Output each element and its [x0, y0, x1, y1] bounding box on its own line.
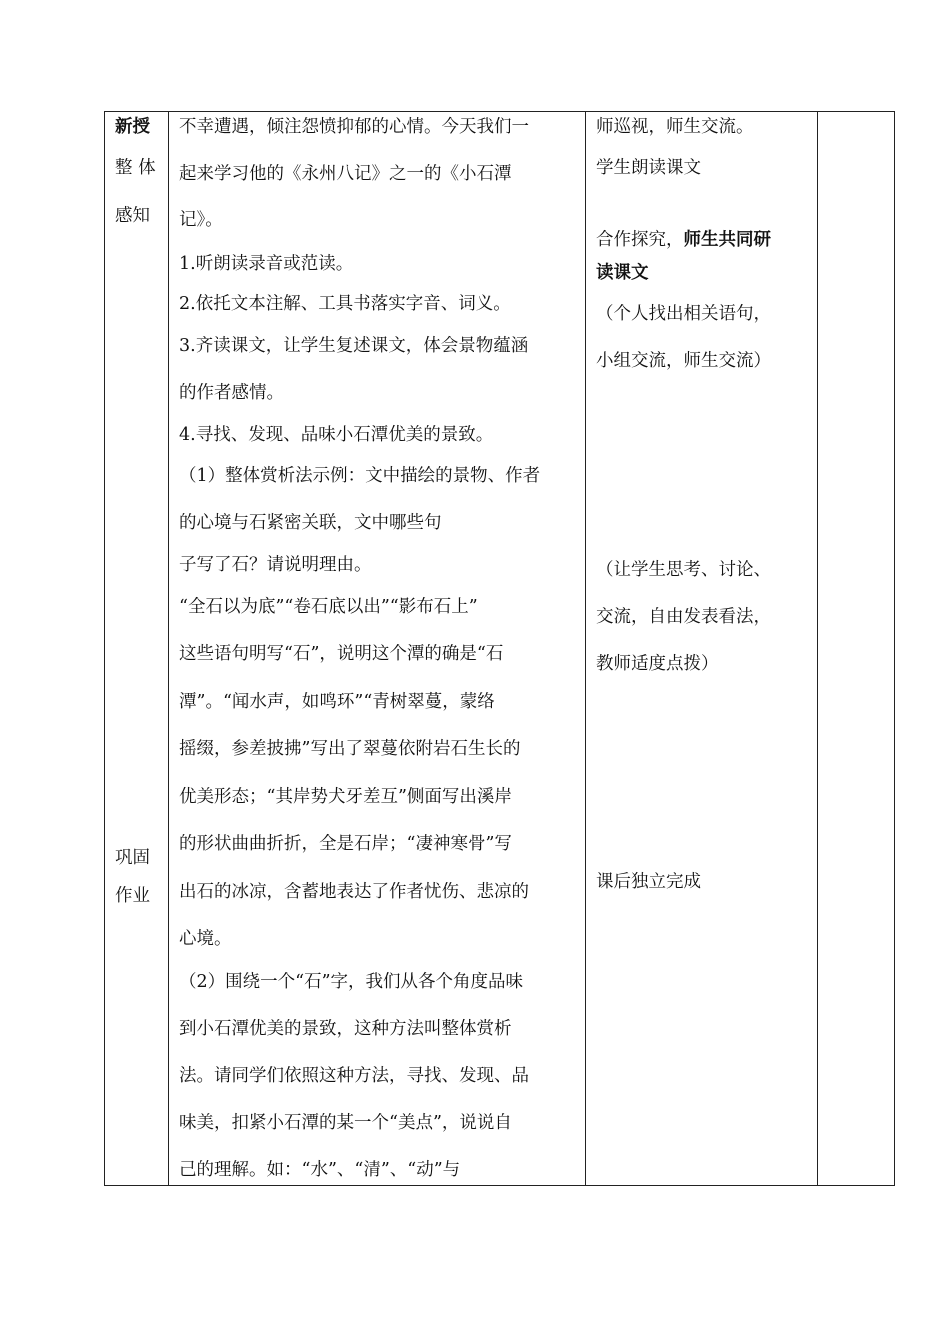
stage-label-new-lesson: 新授 [115, 117, 150, 137]
activity-line: 学生朗读课文 [596, 158, 701, 178]
content-line: 2.依托文本注解、工具书落实字音、词义。 [179, 294, 511, 314]
content-line: 的形状曲曲折折，全是石岸；“凄神寒骨”写 [179, 834, 512, 854]
content-line: 记》。 [179, 210, 223, 230]
content-line: （1）整体赏析法示例：文中描绘的景物、作者 [179, 466, 541, 486]
content-line: 摇缀，参差披拂”写出了翠蔓依附岩石生长的 [179, 739, 521, 759]
content-line: （2）围绕一个“石”字，我们从各个角度品味 [179, 972, 524, 992]
content-line: 1.听朗读录音或范读。 [179, 254, 354, 274]
stage-label-overall: 整 体 [115, 158, 156, 178]
content-line: 优美形态；“其岸势犬牙差互”侧面写出溪岸 [179, 787, 512, 807]
content-line: 的作者感情。 [179, 383, 284, 403]
activity-line: 小组交流，师生交流） [596, 351, 771, 371]
content-line: 起来学习他的《永州八记》之一的《小石潭 [179, 164, 512, 184]
content-line: 3.齐读课文，让学生复述课文，体会景物蕴涵 [179, 336, 529, 356]
activity-line: 交流，自由发表看法， [596, 607, 771, 627]
content-line: “全石以为底”“卷石底以出”“影布石上” [179, 597, 478, 617]
content-line: 出石的冰凉，含蓄地表达了作者忧伤、悲凉的 [179, 882, 529, 902]
content-line: 的心境与石紧密关联，文中哪些句 [179, 513, 442, 533]
stage-label-perception: 感知 [115, 206, 150, 226]
stage-label-consolidate: 巩固 [115, 848, 150, 868]
activity-text-bold: 师生共同研 [683, 230, 771, 250]
content-line: 这些语句明写“石”，说明这个潭的确是“石 [179, 644, 504, 664]
content-line: 味美，扣紧小石潭的某一个“美点”，说说自 [179, 1113, 512, 1133]
content-line: 己的理解。如：“水”、“清”、“动”与 [179, 1160, 461, 1180]
content-line: 心境。 [179, 929, 232, 949]
content-line: 4.寻找、发现、品味小石潭优美的景致。 [179, 425, 494, 445]
activity-line: 课后独立完成 [596, 872, 701, 892]
column-divider [585, 112, 586, 1185]
activity-line: 师巡视，师生交流。 [596, 117, 754, 137]
activity-line: 教师适度点拨） [596, 654, 719, 674]
activity-line: 读课文 [596, 263, 649, 283]
content-line: 到小石潭优美的景致，这种方法叫整体赏析 [179, 1019, 512, 1039]
column-divider [168, 112, 169, 1185]
content-line: 法。请同学们依照这种方法，寻找、发现、品 [179, 1066, 529, 1086]
column-divider [817, 112, 818, 1185]
activity-line: （个人找出相关语句， [596, 304, 771, 324]
stage-label-homework: 作业 [115, 886, 150, 906]
content-line: 子写了石？请说明理由。 [179, 555, 372, 575]
content-line: 潭”。“闻水声，如鸣环”“青树翠蔓，蒙络 [179, 692, 495, 712]
activity-line: （让学生思考、讨论、 [596, 560, 771, 580]
activity-line [596, 230, 771, 250]
activity-text: 合作探究， [596, 230, 684, 250]
content-line: 不幸遭遇，倾注怨愤抑郁的心情。今天我们一 [179, 117, 529, 137]
